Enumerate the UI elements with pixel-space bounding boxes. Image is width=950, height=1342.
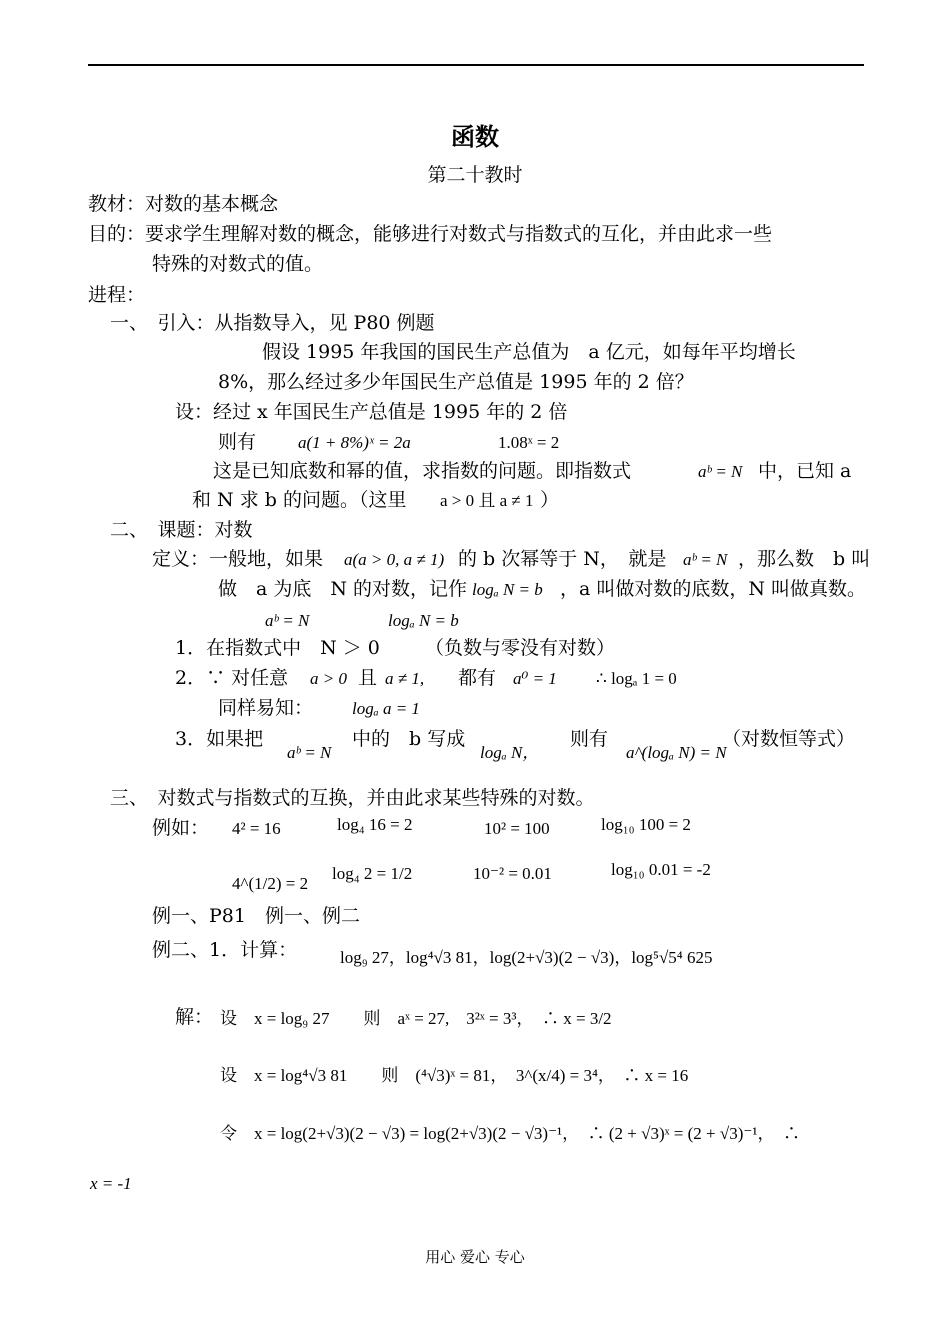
example-power-1: 4² = 16 [232, 819, 281, 838]
section-3-heading: 三、 对数式与指数式的互换，并由此求某些特殊的对数。 [110, 787, 595, 809]
equation-power: aᵇ = N [698, 462, 743, 481]
equation-definition-base: a(a > 0, a ≠ 1) [344, 550, 445, 569]
example-log-2: log₁₀ 100 = 2 [601, 815, 691, 834]
point-2-similarly: 同样易知： [218, 697, 314, 719]
definition-line-2: 做 a 为底 N 的对数，记作 [218, 578, 468, 600]
solution-result: x = -1 [90, 1174, 132, 1193]
equation-log-notation: logₐ N = b [472, 580, 543, 599]
page-footer: 用心 爱心 专心 [425, 1248, 525, 1266]
section-1-then: 则有 [218, 431, 257, 453]
point-3-then: 则有 [570, 728, 609, 750]
solution-step-3: 令 x = log(2+√3)(2 − √3) = log(2+√3)(2 − √3)⁻¹， ∴ (2 + √3)ˣ = (2 + √3)⁻¹， ∴ [220, 1124, 800, 1143]
equation-a-positive: a > 0 [310, 669, 347, 688]
equation-base-condition: a > 0 且 a ≠ 1 [440, 491, 534, 510]
page-title: 函数 [451, 122, 499, 151]
process-label: 进程： [88, 284, 146, 306]
example-log-3: log₄ 2 = 1/2 [332, 864, 413, 883]
example-1-reference: 例一、P81 例一、例二 [152, 905, 360, 927]
solution-label: 解： [175, 1006, 214, 1028]
definition-line-1-end: ，那么数 b 叫 [738, 548, 871, 570]
equation-exp-form: aᵇ = N [265, 611, 310, 630]
equation-rate: 1.08ˣ = 2 [498, 433, 560, 452]
section-1-paragraph-4-end: ） [540, 489, 560, 511]
equation-log-a-a: logₐ a = 1 [352, 699, 420, 718]
equation-a-not-one: a ≠ 1, [385, 669, 425, 688]
section-1-paragraph-3-end: 中，已知 a [758, 460, 852, 482]
definition-line-1-mid: 的 b 次幂等于 N， 就是 [458, 548, 667, 570]
equation-log-form: logₐ N = b [388, 611, 459, 630]
header-rule [88, 64, 864, 66]
equation-log-one: ∴ logₐ 1 = 0 [596, 669, 677, 688]
point-1: 1．在指数式中 N ＞ 0 [175, 637, 380, 659]
example-2-expressions: log₉ 27，log⁴√3 81，log(2+√3)(2 − √3)，log⁵√5⁴ 625 [340, 948, 713, 967]
section-1-paragraph-4: 和 N 求 b 的问题。（这里 [192, 489, 407, 511]
point-3: 3．如果把 [175, 728, 264, 750]
definition-line-1: 定义：一般地，如果 [152, 548, 324, 570]
point-2-and: 且 [358, 667, 378, 689]
goal-line-2: 特殊的对数式的值。 [152, 253, 324, 275]
equation-log-identity: a^(logₐ N) = N [626, 743, 727, 762]
point-3-mid: 中的 b 写成 [352, 728, 466, 750]
equation-point-3-power: aᵇ = N [287, 743, 332, 762]
material-line: 教材：对数的基本概念 [88, 193, 279, 215]
example-log-4: log₁₀ 0.01 = -2 [611, 860, 711, 879]
equation-a-zero: a⁰ = 1 [513, 669, 557, 688]
examples-label: 例如： [152, 817, 210, 839]
example-power-3: 4^(1/2) = 2 [232, 874, 309, 893]
section-1-heading: 一、 引入：从指数导入，见 P80 例题 [110, 312, 435, 334]
section-1-paragraph-3: 这是已知底数和幂的值，求指数的问题。即指数式 [213, 460, 632, 482]
definition-line-2-end: ，a 叫做对数的底数，N 叫做真数。 [560, 578, 867, 600]
section-1-paragraph-1: 假设 1995 年我国的国民生产总值为 a 亿元，如每年平均增长 [262, 341, 796, 363]
example-power-2: 10² = 100 [484, 819, 550, 838]
point-2-have: 都有 [458, 667, 497, 689]
section-1-paragraph-2: 8%，那么经过多少年国民生产总值是 1995 年的 2 倍？ [218, 371, 694, 393]
example-log-1: log₄ 16 = 2 [337, 815, 413, 834]
point-3-note: （对数恒等式） [722, 728, 856, 750]
example-power-4: 10⁻² = 0.01 [473, 864, 552, 883]
goal-line-1: 目的：要求学生理解对数的概念，能够进行对数式与指数式的互化，并由此求一些 [88, 223, 773, 245]
point-2: 2．∵ 对任意 [175, 667, 289, 689]
example-2-heading: 例二、1．计算： [152, 939, 298, 961]
point-1-note: （负数与零没有对数） [425, 637, 616, 659]
page-subtitle: 第二十教时 [427, 164, 523, 186]
section-1-let: 设：经过 x 年国民生产总值是 1995 年的 2 倍 [175, 401, 568, 423]
equation-point-3-log: logₐ N， [480, 743, 540, 762]
section-2-heading: 二、 课题：对数 [110, 519, 253, 541]
equation-growth: a(1 + 8%)ˣ = 2a [298, 433, 411, 452]
solution-step-1: 设 x = log₉ 27 则 aˣ = 27, 3²ˣ = 3³， ∴ x = 3/2 [220, 1009, 612, 1028]
solution-step-2: 设 x = log⁴√3 81 则 (⁴√3)ˣ = 81， 3^(x/4) = 3⁴， ∴ x = 16 [220, 1066, 689, 1085]
equation-definition-power: aᵇ = N [683, 550, 728, 569]
